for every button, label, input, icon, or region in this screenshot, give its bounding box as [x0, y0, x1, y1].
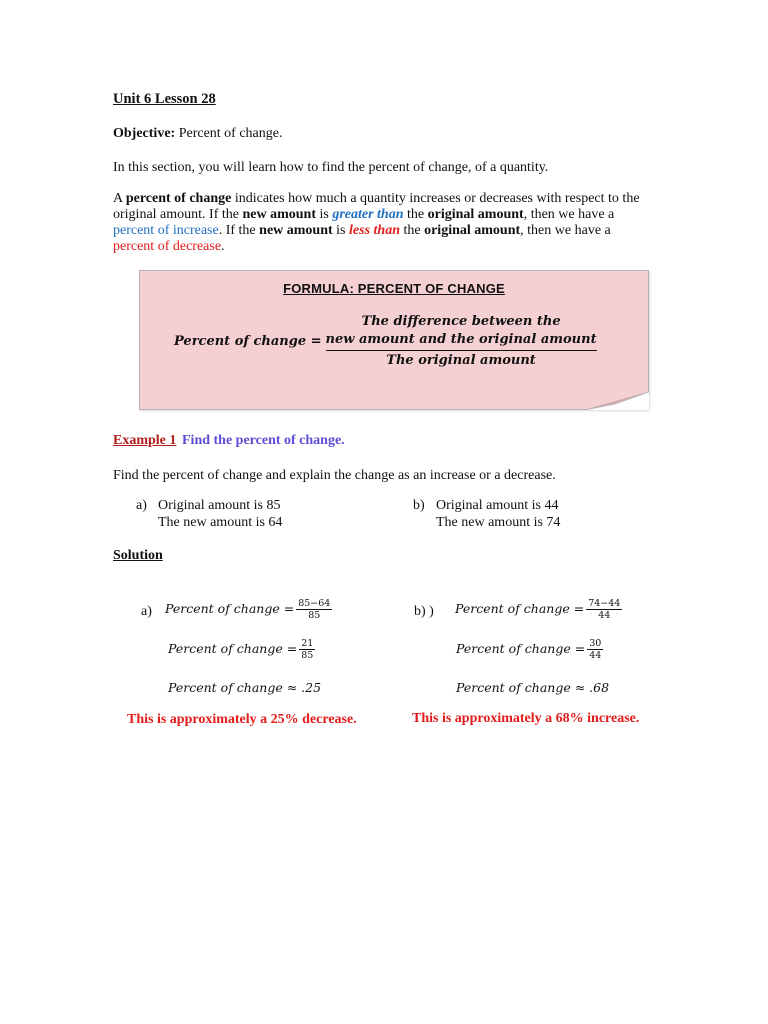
formula-denominator: The original amount: [326, 350, 597, 370]
example-instruction: Find the percent of change and explain the change as an increase or a decrease.: [113, 468, 556, 483]
text: is: [332, 223, 350, 238]
solution-a-step-1: [165, 598, 331, 621]
solution-b-step-2-fraction: [588, 638, 602, 661]
solution-b-step-3: Percent of change ≈ .68: [456, 680, 610, 695]
objective-text: Percent of change.: [175, 126, 283, 141]
solution-b-step-1: [455, 598, 621, 621]
term-new-amount: new amount: [242, 207, 316, 222]
formula-equation: [174, 313, 597, 370]
solution-b-step-1-fraction: [587, 598, 621, 621]
term-percent-of-change: percent of change: [125, 191, 232, 206]
definition-line-4: [113, 239, 225, 256]
solution-b-marker: b) ): [414, 604, 434, 619]
denominator: 44: [586, 609, 622, 621]
problem-a-line-2: The new amount is 64: [158, 514, 283, 530]
formula-fraction: [326, 313, 597, 370]
denominator: 44: [589, 650, 602, 661]
solution-heading: Solution: [113, 548, 163, 563]
term-less-than: less than: [349, 223, 400, 238]
problem-b: [436, 498, 560, 531]
formula-numerator-line-2: new amount and the original amount: [325, 332, 597, 347]
solution-a-step-1-lhs: Percent of change =: [165, 601, 295, 616]
page-curl-icon: [585, 392, 649, 410]
solution-a-conclusion: This is approximately a 25% decrease.: [127, 712, 357, 727]
text: , then we have a: [523, 207, 615, 222]
text: the: [399, 223, 425, 238]
term-new-amount: new amount: [259, 223, 333, 238]
text: indicates how much a quantity increases or decreases with respect to the: [231, 191, 640, 206]
term-original-amount: original amount: [424, 223, 521, 238]
formula-numerator-line-1: The difference between the: [361, 314, 561, 329]
text: original amount. If the: [113, 207, 243, 222]
page-title: Unit 6 Lesson 28: [113, 91, 216, 107]
text: . If the: [218, 223, 260, 238]
formula-title: FORMULA: PERCENT OF CHANGE: [283, 281, 505, 296]
objective: [113, 126, 283, 143]
solution-b-conclusion: This is approximately a 68% increase.: [412, 711, 640, 726]
text: .: [221, 239, 225, 254]
numerator: 21: [301, 638, 314, 649]
formula-numerator: [326, 313, 597, 350]
definition-line-3: [113, 223, 611, 240]
term-percent-of-decrease: percent of decrease: [113, 239, 222, 254]
solution-b-step-1-lhs: Percent of change =: [455, 601, 585, 616]
problem-a-marker: a): [136, 498, 147, 513]
solution-a-step-1-fraction: [297, 598, 331, 621]
intro-text: In this section, you will learn how to find the percent of change, of a quantity.: [113, 160, 549, 175]
problem-a: [158, 498, 282, 531]
numerator: 30: [589, 638, 602, 649]
term-greater-than: greater than: [332, 207, 404, 222]
definition-line-1: [113, 191, 640, 208]
text: is: [315, 207, 333, 222]
problem-b-line-1: Original amount is 44: [436, 498, 559, 513]
solution-a-step-2-lhs: Percent of change =: [168, 641, 298, 656]
denominator: 85: [296, 609, 332, 621]
example-label: Example 1: [113, 433, 177, 448]
formula-box: [139, 270, 649, 410]
solution-a-marker: a): [141, 604, 152, 619]
denominator: 85: [301, 650, 314, 661]
definition-line-2: [113, 207, 614, 224]
solution-b-step-2-lhs: Percent of change =: [456, 641, 586, 656]
solution-a-step-2: [168, 638, 314, 661]
problem-b-marker: b): [413, 498, 425, 513]
text: , then we have a: [520, 223, 611, 238]
term-original-amount: original amount: [427, 207, 524, 222]
numerator: 85−64: [298, 598, 331, 609]
solution-a-step-3: Percent of change ≈ .25: [168, 680, 322, 695]
formula-lhs: Percent of change =: [174, 334, 322, 349]
solution-b-step-2: [456, 638, 602, 661]
term-percent-of-increase: percent of increase: [113, 223, 219, 238]
text: the: [403, 207, 428, 222]
text: A: [113, 191, 126, 206]
problem-a-line-1: Original amount is 85: [158, 498, 281, 513]
solution-a-step-2-fraction: [300, 638, 314, 661]
example-task: Find the percent of change.: [182, 433, 345, 448]
objective-label: Objective:: [113, 126, 176, 141]
problem-b-line-2: The new amount is 74: [436, 514, 561, 530]
numerator: 74−44: [588, 598, 621, 609]
